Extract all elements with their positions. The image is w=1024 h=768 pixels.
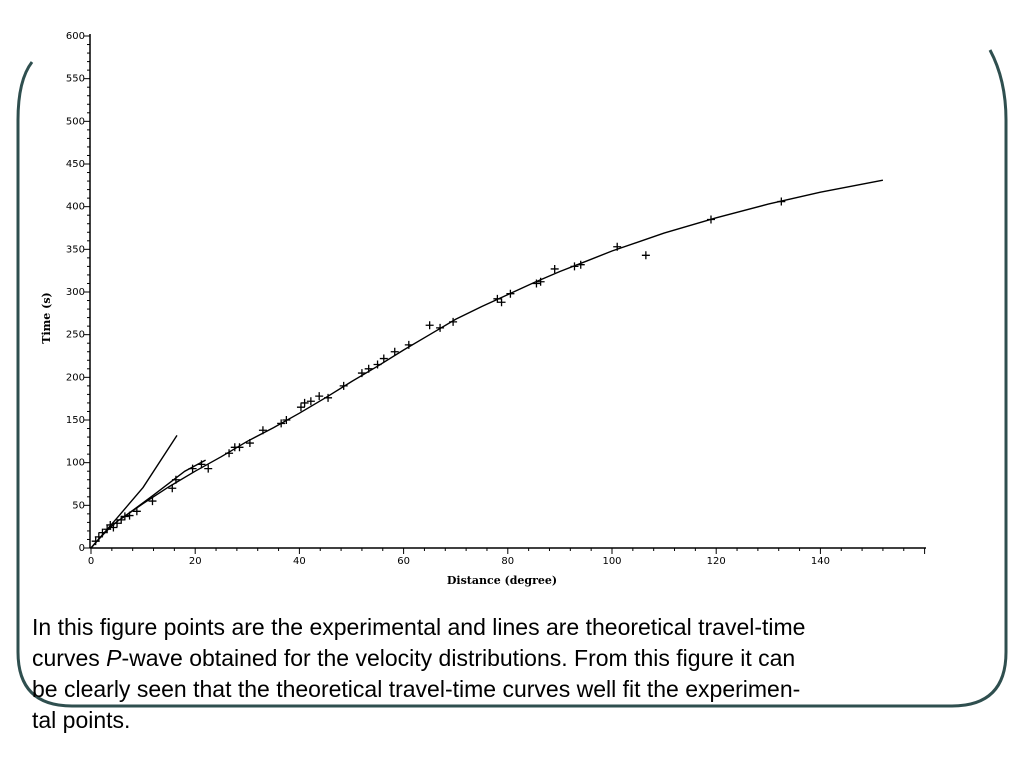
y-tick-label: 300 [65, 287, 85, 298]
data-point-marker [551, 265, 559, 273]
data-point-marker [246, 439, 254, 447]
data-point-marker [777, 198, 785, 206]
x-axis-label: Distance (degree) [446, 574, 558, 587]
data-point-marker [315, 392, 323, 400]
data-point-marker [642, 251, 650, 259]
x-tick-label: 0 [87, 556, 95, 567]
experimental-points [92, 198, 786, 546]
y-tick-label: 250 [65, 329, 85, 341]
x-tick-label: 40 [293, 556, 306, 567]
caption-line-2-start: curves [32, 645, 107, 671]
y-tick-label: 100 [65, 457, 85, 469]
y-tick-label: 400 [65, 201, 85, 213]
caption-line-2-end: -wave obtained for the velocity distributions. From this figure it can [121, 645, 796, 671]
y-tick-label: 0 [78, 543, 85, 554]
y-axis-label: Time (s) [40, 292, 53, 344]
data-point-marker [126, 512, 134, 520]
x-tick-label: 20 [188, 556, 202, 567]
data-point-marker [259, 426, 267, 434]
theoretical-curve-2 [91, 435, 177, 548]
figure-caption [32, 612, 992, 736]
y-tick-label: 600 [65, 31, 85, 42]
y-tick-label: 550 [65, 73, 85, 85]
y-tick-label: 150 [65, 415, 85, 426]
data-point-marker [365, 365, 373, 373]
y-tick-label: 200 [65, 372, 85, 384]
data-point-marker [426, 321, 434, 329]
x-tick-label: 80 [501, 556, 515, 567]
y-tick-label: 350 [65, 244, 85, 256]
data-point-marker [570, 262, 578, 270]
data-point-marker [172, 476, 180, 484]
caption-line-4: tal points. [32, 707, 131, 733]
caption-italic-p: P [106, 645, 122, 671]
x-tick-label: 140 [810, 556, 830, 567]
caption-line-3: be clearly seen that the theoretical travel-time curves well fit the experimen- [32, 676, 801, 702]
theoretical-curves [91, 180, 883, 548]
data-point-marker [168, 484, 176, 492]
data-point-marker [133, 507, 141, 515]
x-tick-label: 60 [397, 556, 410, 567]
data-point-marker [358, 369, 366, 377]
y-tick-label: 50 [72, 500, 85, 512]
data-point-marker [707, 215, 715, 223]
x-tick-label: 100 [602, 556, 622, 567]
theoretical-curve-1 [91, 180, 883, 548]
data-point-marker [405, 341, 413, 349]
caption-line-1: In this figure points are the experimental and lines are theoretical travel-time [32, 614, 806, 640]
y-tick-label: 450 [65, 159, 85, 170]
data-point-marker [506, 290, 514, 298]
x-tick-label: 120 [706, 556, 726, 567]
y-tick-label: 500 [65, 116, 85, 128]
data-point-marker [301, 399, 309, 407]
